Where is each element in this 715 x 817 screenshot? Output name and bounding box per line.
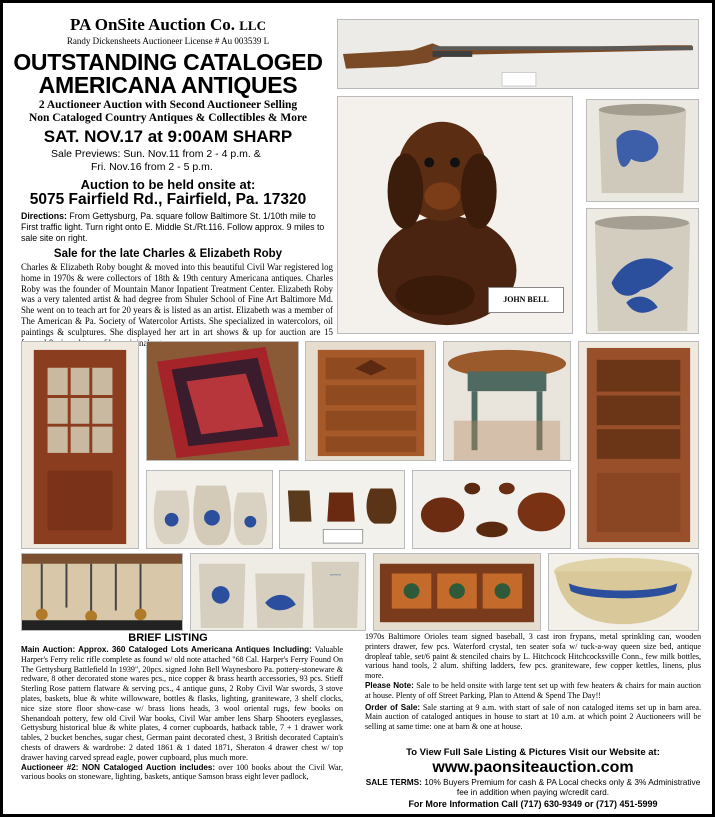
website-link[interactable]: www.paonsiteauction.com	[432, 759, 634, 776]
company-name: PA OnSite Auction Co. LLC	[70, 15, 266, 34]
visit-website-text: To View Full Sale Listing & Pictures Visit our Website at:	[406, 747, 660, 758]
order-of-sale	[365, 703, 701, 732]
auctioneer-2-text: over 100 books about the Civil War, various books on stoneware, lighting, baskets, antique Samson brass eight lever padlock,	[21, 762, 343, 782]
photo-painted-chest	[373, 553, 541, 631]
photo-redware-plates	[412, 470, 571, 549]
order-of-sale-text: Sale starting at 9 a.m. with start of sale of non cataloged items set up in barn area. Main auction of cataloged antiques in house to start at 10 a.m. at which point 2 Auctioneers will be selling at same time: one at barn & one at house.	[365, 702, 701, 732]
photo-pewter-cupboard	[578, 341, 699, 549]
photo-stoneware-crock	[586, 99, 699, 202]
sale-previews	[51, 148, 261, 174]
photo-redware	[279, 470, 405, 549]
main-auction-text: Valuable Harper's Ferry relic rifle complete as found w/ old note attached "68 Cal. Harper's Ferry Found On The Gettysburg Battlefield In 1939", 20pcs. signed John Bell Waynesboro Pa. pottery-stoneware & redware, 8 other decorated stone wares pcs., nice copper & brass hearth accessories, 93 pcs. Stieff Sterling Rose pattern flatware & serving pcs., 4 antique guns, 2 Roby Civil War swords, 3 stove plates, baskets, blue & white willowware, bottles & flasks, lighting, graniteware, 3 shelf clocks, nice size store floor show-case w/ brass lions heads, 3 wool oriental rugs, few books on Shenandoah pottery, few old Civil War books, Civil War amber lens Sharp Shooters eyeglasses, Gettysburg historical blue & white plates, 4 corner cupboards, hatback table, 7 + 1 drawer work tables, 2 bucket benches, sugar chest, German paint decorated chest, 3 British decorated Captain's chests of drawers & wardrobe: 2 dated 1861 & 1 dated 1871, Sheraton 4 drawer chest w/ top drawer having carved spread eagle, power cupboard, plus much more.	[21, 645, 343, 762]
sale-terms	[365, 778, 701, 798]
subheading	[3, 99, 333, 125]
sale-date: SAT. NOV.17 at 9:00AM SHARP	[43, 127, 293, 146]
photo-eagle-chest	[305, 341, 436, 461]
photo-corner-cupboard	[21, 341, 139, 549]
previews-line-1: Sale Previews: Sun. Nov.11 from 2 - 4 p.m. &	[51, 148, 261, 160]
contact-info: For More Information Call (717) 630-9349 or (717) 451-5999	[408, 798, 658, 809]
svg-text:~~~: ~~~	[329, 572, 341, 580]
john-bell-label: JOHN BELL	[488, 287, 564, 313]
headline-line-1: OUTSTANDING CATALOGED	[13, 49, 323, 75]
photo-hearth-accessories	[21, 553, 183, 631]
sale-terms-text: 10% Buyers Premium for cash & PA Local checks only & 3% Administrative fee in addition when paying w/credit card.	[421, 777, 701, 797]
directions-text: From Gettysburg, Pa. square follow Baltimore St. 1/10th mile to First traffic light. Turn right onto E. Middle St./Rt.116. Follow approx. 9 miles to sale site on right.	[21, 211, 325, 243]
photo-spaniel-figure	[337, 96, 573, 334]
sale-address: 5075 Fairfield Rd., Fairfield, Pa. 17320	[29, 191, 307, 208]
photo-rifle	[337, 19, 699, 89]
collector-bio: Charles & Elizabeth Roby bought & moved into this beautiful Civil War registered log home in 1970s & were collectors of 18th & 19th century Americana antiques. Charles Roby was the founder of Mountain Manor Inpatient Treatment Center. Elizabeth Roby was a very talented artist & had degree from Shuler School of Fine Art Baltimore Md. She went on to teach art for 20 years & is listed as an artist. Elizabeth was a member of The American & Pa. Society of Watercolor Artists. She specialized in watercolors, oil paintings & sculptures. She displayed her art in art shows & up for auction are 15	[21, 262, 333, 337]
directions-label: Directions:	[21, 211, 67, 221]
please-note-text: Sale to be held onsite with large tent set up with few heaters & chairs for main auction at house. Plenty of off Street Parking, Plan to Attend & Spend The Day!!	[365, 680, 701, 700]
directions	[21, 211, 333, 244]
main-auction-label: Main Auction: Approx. 360 Cataloged Lots Americana Antiques Including:	[21, 645, 312, 654]
order-of-sale-label: Order of Sale:	[365, 702, 421, 712]
please-note-label: Please Note:	[365, 680, 414, 690]
footer	[365, 747, 701, 809]
photo-stoneware-bowl	[548, 553, 699, 631]
photo-oriental-rug	[146, 341, 299, 461]
listing-column-left	[21, 645, 343, 782]
please-note	[365, 681, 701, 701]
photo-work-table	[443, 341, 571, 461]
held-onsite: Auction to be held onsite at:	[80, 177, 256, 192]
auctioneer-2-continued: 1970s Baltimore Orioles team signed baseball, 3 cast iron frypans, metal sprinkling can, wooden printers drawer, few pcs. Waterford crystal, ten seater sofa w/ tuck-a-way queen size bed, antique dropleaf table, set/6 paint & stenciled chairs by L. Hitchcock Hitchcocksville Conn., few milk bottles, various hand tools, 2 alum. shifting ladders, few pcs. graniteware, few copper kettles, linens, plus more.	[365, 632, 701, 681]
auctioneer-2-label: Auctioneer #2: NON Cataloged Auction includes:	[21, 762, 216, 772]
sale-for: Sale for the late Charles & Elizabeth Roby	[53, 248, 283, 260]
sale-terms-label: SALE TERMS:	[365, 777, 422, 787]
auctioneer-license: Randy Dickensheets Auctioneer License # Au 003539 L	[66, 36, 270, 46]
subheading-line-2: Non Cataloged Country Antiques & Collectibles & More	[28, 112, 307, 124]
previews-line-2: Fri. Nov.16 from 2 - 5 p.m.	[91, 161, 213, 173]
listing-column-right	[365, 632, 701, 732]
subheading-line-1: 2 Auctioneer Auction with Second Auctioneer Selling	[38, 99, 298, 111]
photo-decorated-crocks	[190, 553, 366, 631]
headline-line-2: AMERICANA ANTIQUES	[38, 72, 298, 98]
photo-bird-crock	[586, 208, 699, 334]
photo-stoneware-jugs	[146, 470, 273, 549]
headline	[3, 51, 333, 97]
brief-listing-title: BRIEF LISTING	[128, 632, 208, 644]
